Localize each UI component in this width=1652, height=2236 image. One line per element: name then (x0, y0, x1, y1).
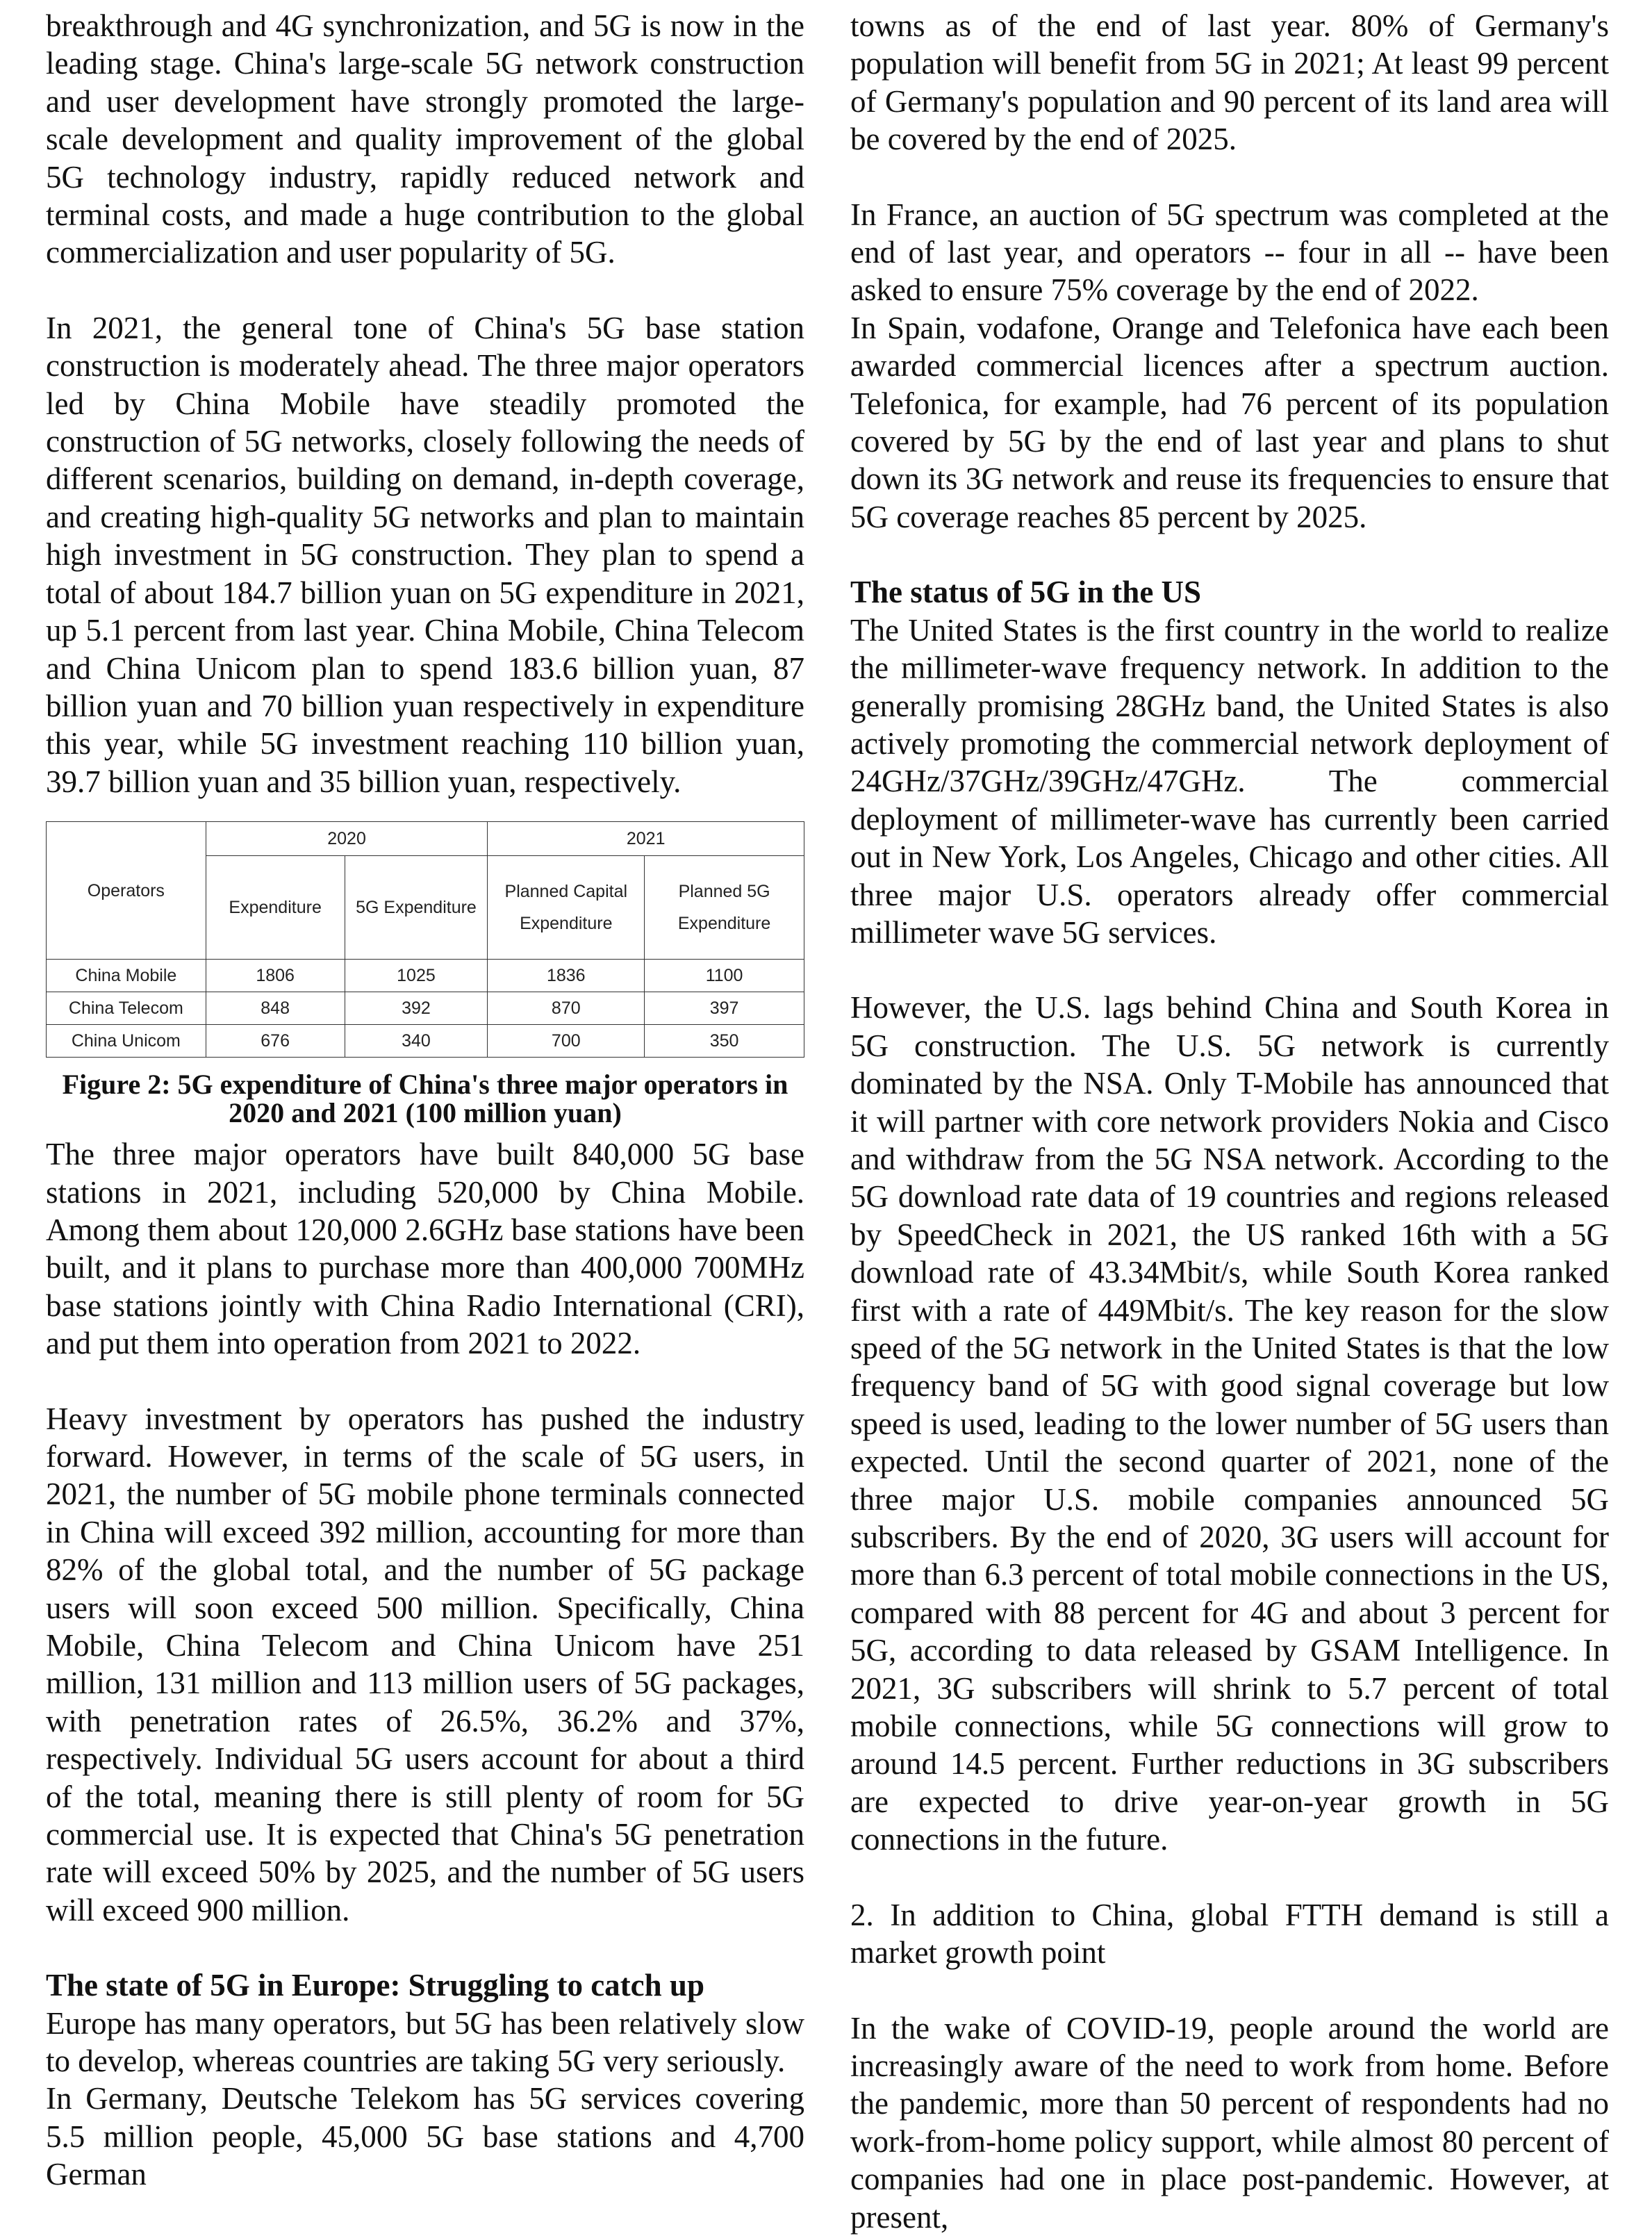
paragraph: Heavy investment by operators has pushed the industry forward. However, in terms of the scale of 5G users, in 2021, the number of 5G mobile phone terminals connected in China will exceed 392 million, accounting for more than 82% of the global total, and the number of 5G package users will soon exceed 500 million. Specifically, China Mobile, China Telecom and China Unicom have 251 million, 131 million and 113 million users of 5G packages, with penetration rates of 26.5%, 36.2% and 37%, respectively. Individual 5G users account for about a third of the total, meaning there is still plenty of room for 5G commercial use. It is expected that China's 5G penetration rate will exceed 50% by 2025, and the number of 5G users will exceed 900 million. (46, 1401, 804, 1927)
cell-exp-2020: 676 (206, 1025, 345, 1058)
header-planned-capex: Planned Capital Expenditure (488, 856, 645, 960)
header-5g-expenditure: 5G Expenditure (345, 856, 488, 960)
cell-exp-2020: 1806 (206, 960, 345, 992)
table-row (47, 960, 804, 992)
paragraph: breakthrough and 4G synchronization, and 5G is now in the leading stage. China's large-scale 5G network construction and user development have strongly promoted the large-scale development and quality improvement of the global 5G technology industry, rapidly reduced network and terminal costs, and made a huge contribution to the global commercialization and user popularity of 5G. (46, 8, 804, 270)
paragraph: In 2021, the general tone of China's 5G base station construction is moderately ahead. The three major operators led by China Mobile have steadily promoted the construction of 5G networks, closely following the needs of different scenarios, building on demand, in-depth coverage, and creating high-quality 5G networks and plan to maintain high investment in 5G construction. They plan to spend a total of about 184.7 billion yuan on 5G expenditure in 2021, up 5.1 percent from last year. China Mobile, China Telecom and China Unicom plan to spend 183.6 billion yuan, 87 billion yuan and 70 billion yuan respectively in expenditure this year, while 5G investment reaching 110 billion yuan, 39.7 billion yuan and 35 billion yuan, respectively. (46, 310, 804, 799)
header-planned-5g: Planned 5G Expenditure (645, 856, 804, 960)
cell-5g-2021: 1100 (645, 960, 804, 992)
paragraph: In Germany, Deutsche Telekom has 5G services covering 5.5 million people, 45,000 5G base stations and 4,700 German (46, 2081, 804, 2192)
paragraph-gap (46, 272, 804, 309)
paragraph: The three major operators have built 840,000 5G base stations in 2021, including 520,000 by China Mobile. Among them about 120,000 2.6GHz base stations have been built, and it plans to purchase more than 400,000 700MHz base stations jointly with China Radio International (CRI), and put them into operation from 2021 to 2022. (46, 1137, 804, 1361)
cell-5g-2021: 397 (645, 992, 804, 1025)
cell-capex-2021: 870 (488, 992, 645, 1025)
paragraph-gap (46, 1929, 804, 1966)
header-expenditure: Expenditure (206, 856, 345, 960)
cell-capex-2021: 1836 (488, 960, 645, 992)
cell-operator: China Unicom (47, 1025, 206, 1058)
cell-operator: China Mobile (47, 960, 206, 992)
expenditure-table (46, 821, 804, 1058)
cell-5g-2021: 350 (645, 1025, 804, 1058)
cell-operator: China Telecom (47, 992, 206, 1025)
left-column (46, 7, 804, 2194)
right-column (850, 7, 1609, 2236)
paragraph: towns as of the end of last year. 80% of Germany's population will benefit from 5G in 2021; At least 99 percent of Germany's population and 90 percent of its land area will be covered by the end of 2025. (850, 8, 1609, 157)
cell-exp-2020: 848 (206, 992, 345, 1025)
paragraph-gap (850, 536, 1609, 573)
table-header-row (47, 822, 804, 856)
cell-5g-2020: 392 (345, 992, 488, 1025)
paragraph: 2. In addition to China, global FTTH demand is still a market growth point (850, 1897, 1609, 1971)
header-year-2020: 2020 (206, 822, 488, 856)
header-operators: Operators (47, 822, 206, 960)
paragraph-gap (850, 1972, 1609, 2009)
paragraph-gap (850, 158, 1609, 196)
header-year-2021: 2021 (488, 822, 804, 856)
paragraph: The United States is the first country in the world to realize the millimeter-wave frequency network. In addition to the generally promising 28GHz band, the United States is also actively promoting the commercial network deployment of 24GHz/37GHz/39GHz/47GHz. The commercial deployment of millimeter-wave has currently been carried out in New York, Los Angeles, Chicago and other cities. All three major U.S. operators already offer commercial millimeter wave 5G services. (850, 612, 1609, 950)
cell-5g-2020: 1025 (345, 960, 488, 992)
expenditure-table-wrap (46, 821, 804, 1058)
cell-capex-2021: 700 (488, 1025, 645, 1058)
paragraph: However, the U.S. lags behind China and South Korea in 5G construction. The U.S. 5G network is currently dominated by the NSA. Only T-Mobile has announced that it will partner with core network providers Nokia and Cisco and withdraw from the 5G NSA network. According to the 5G download rate data of 19 countries and regions released by SpeedCheck in 2021, the US ranked 16th with a 5G download rate of 43.34Mbit/s, while South Korea ranked first with a rate of 449Mbit/s. The key reason for the slow speed of the 5G network in the United States is that the low frequency band of 5G with good signal coverage but low speed is used, leading to the lower number of 5G users than expected. Until the second quarter of 2021, none of the three major U.S. mobile companies announced 5G subscribers. By the end of 2020, 3G users will account for more than 6.3 percent of total mobile connections in the US, compared with 88 percent for 4G and about 3 percent for 5G, according to data released by GSAM Intelligence. In 2021, 3G subscribers will shrink to 5.7 percent of total mobile connections, while 5G connections will grow to around 14.5 percent. Further reductions in 3G subscribers are expected to drive year-on-year growth in 5G connections in the future. (850, 990, 1609, 1857)
paragraph-gap (46, 1363, 804, 1400)
table-row (47, 992, 804, 1025)
paragraph: Europe has many operators, but 5G has been relatively slow to develop, whereas countries are taking 5G very seriously. (46, 2005, 804, 2079)
paragraph-gap (850, 1859, 1609, 1896)
figure-caption: Figure 2: 5G expenditure of China's three major operators in 2020 and 2021 (100 million yuan) (62, 1069, 788, 1129)
paragraph: In Spain, vodafone, Orange and Telefonica have each been awarded commercial licences after a spectrum auction. Telefonica, for example, had 76 percent of its population covered by 5G by the end of last year and plans to shut down its 3G network and reuse its frequencies to ensure that 5G coverage reaches 85 percent by 2025. (850, 310, 1609, 534)
paragraph: In France, an auction of 5G spectrum was completed at the end of last year, and operators -- four in all -- have been asked to ensure 75% coverage by the end of 2022. (850, 197, 1609, 308)
section-heading-europe: The state of 5G in Europe: Struggling to catch up (46, 1968, 704, 2003)
paragraph-gap (850, 951, 1609, 989)
cell-5g-2020: 340 (345, 1025, 488, 1058)
section-heading-us: The status of 5G in the US (850, 575, 1202, 610)
table-row (47, 1025, 804, 1058)
paragraph: In the wake of COVID-19, people around the world are increasingly aware of the need to work from home. Before the pandemic, more than 50 percent of respondents had no work-from-home policy support, while almost 80 percent of companies had one in place post-pandemic. However, at present, (850, 2010, 1609, 2235)
